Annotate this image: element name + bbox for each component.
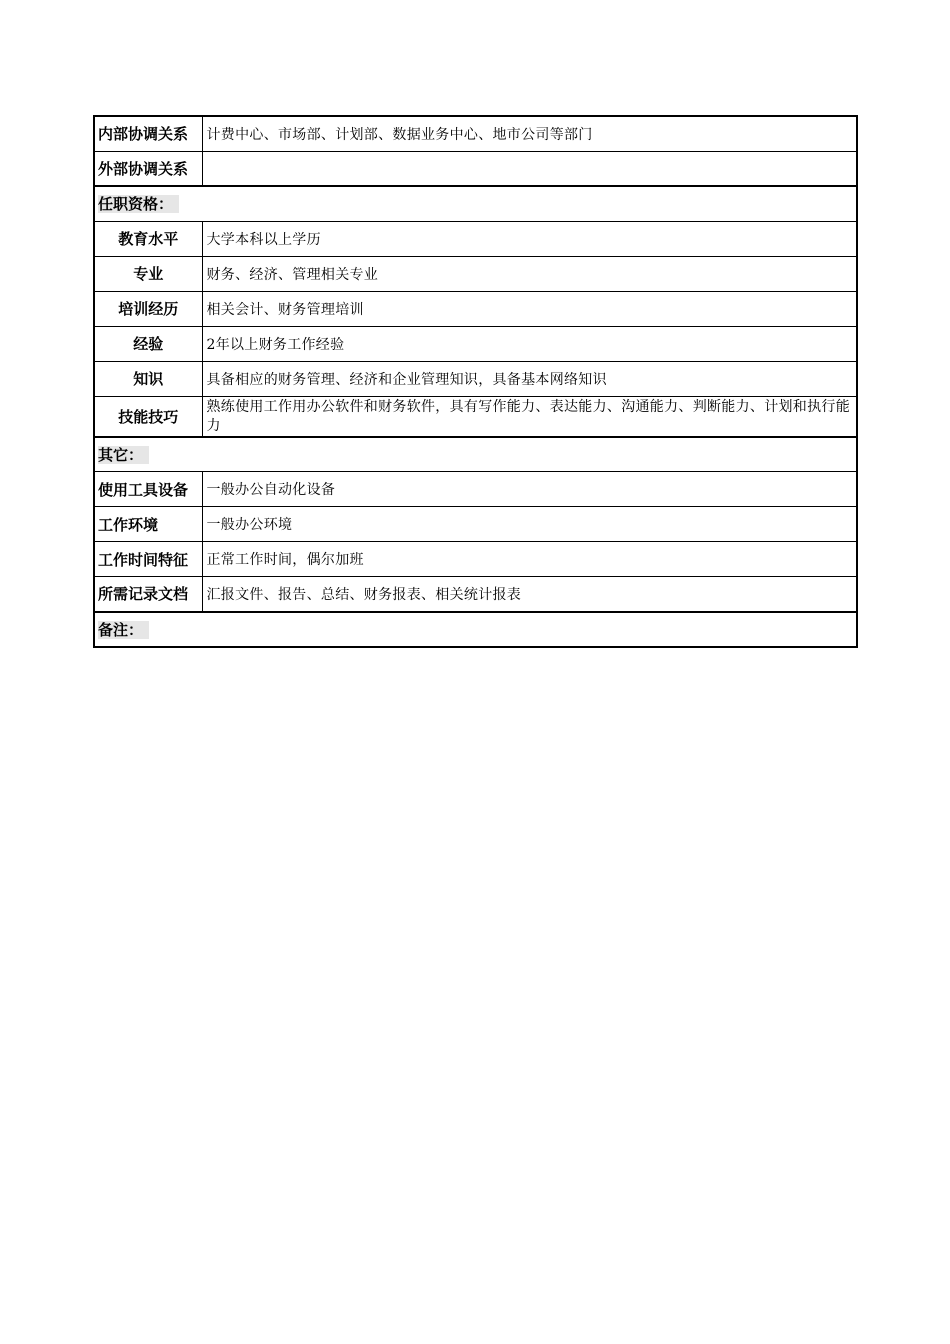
table-row bbox=[94, 507, 857, 542]
external-coordination-value bbox=[202, 151, 857, 186]
remarks-heading: 备注： bbox=[98, 621, 149, 639]
major-label: 专业 bbox=[94, 256, 202, 291]
table-row bbox=[94, 116, 857, 151]
education-label: 教育水平 bbox=[94, 221, 202, 256]
table-row bbox=[94, 361, 857, 396]
tools-value: 一般办公自动化设备 bbox=[202, 472, 857, 507]
qualifications-heading: 任职资格： bbox=[98, 195, 179, 213]
table-row bbox=[94, 256, 857, 291]
job-description-table bbox=[93, 115, 858, 648]
table-row bbox=[94, 542, 857, 577]
training-value: 相关会计、财务管理培训 bbox=[202, 291, 857, 326]
environment-value: 一般办公环境 bbox=[202, 507, 857, 542]
knowledge-value: 具备相应的财务管理、经济和企业管理知识，具备基本网络知识 bbox=[202, 361, 857, 396]
other-heading: 其它： bbox=[98, 446, 149, 464]
training-label: 培训经历 bbox=[94, 291, 202, 326]
knowledge-label: 知识 bbox=[94, 361, 202, 396]
section-row bbox=[94, 186, 857, 221]
external-coordination-label: 外部协调关系 bbox=[94, 151, 202, 186]
remarks-heading-cell bbox=[94, 612, 857, 647]
table-row bbox=[94, 326, 857, 361]
table-row bbox=[94, 291, 857, 326]
section-row bbox=[94, 437, 857, 472]
experience-value: 2年以上财务工作经验 bbox=[202, 326, 857, 361]
table-row bbox=[94, 472, 857, 507]
work-hours-label: 工作时间特征 bbox=[94, 542, 202, 577]
education-value: 大学本科以上学历 bbox=[202, 221, 857, 256]
table-row bbox=[94, 221, 857, 256]
major-value: 财务、经济、管理相关专业 bbox=[202, 256, 857, 291]
section-row bbox=[94, 612, 857, 647]
table-row bbox=[94, 577, 857, 612]
other-heading-cell bbox=[94, 437, 857, 472]
documents-value: 汇报文件、报告、总结、财务报表、相关统计报表 bbox=[202, 577, 857, 612]
skills-value: 熟练使用工作用办公软件和财务软件，具有写作能力、表达能力、沟通能力、判断能力、计划和执行能力 bbox=[202, 396, 857, 437]
internal-coordination-value: 计费中心、市场部、计划部、数据业务中心、地市公司等部门 bbox=[202, 116, 857, 151]
work-hours-value: 正常工作时间，偶尔加班 bbox=[202, 542, 857, 577]
table-row bbox=[94, 151, 857, 186]
internal-coordination-label: 内部协调关系 bbox=[94, 116, 202, 151]
tools-label: 使用工具设备 bbox=[94, 472, 202, 507]
skills-label: 技能技巧 bbox=[94, 396, 202, 437]
experience-label: 经验 bbox=[94, 326, 202, 361]
documents-label: 所需记录文档 bbox=[94, 577, 202, 612]
qualifications-heading-cell bbox=[94, 186, 857, 221]
table-row bbox=[94, 396, 857, 437]
environment-label: 工作环境 bbox=[94, 507, 202, 542]
job-description-sheet bbox=[93, 115, 858, 648]
